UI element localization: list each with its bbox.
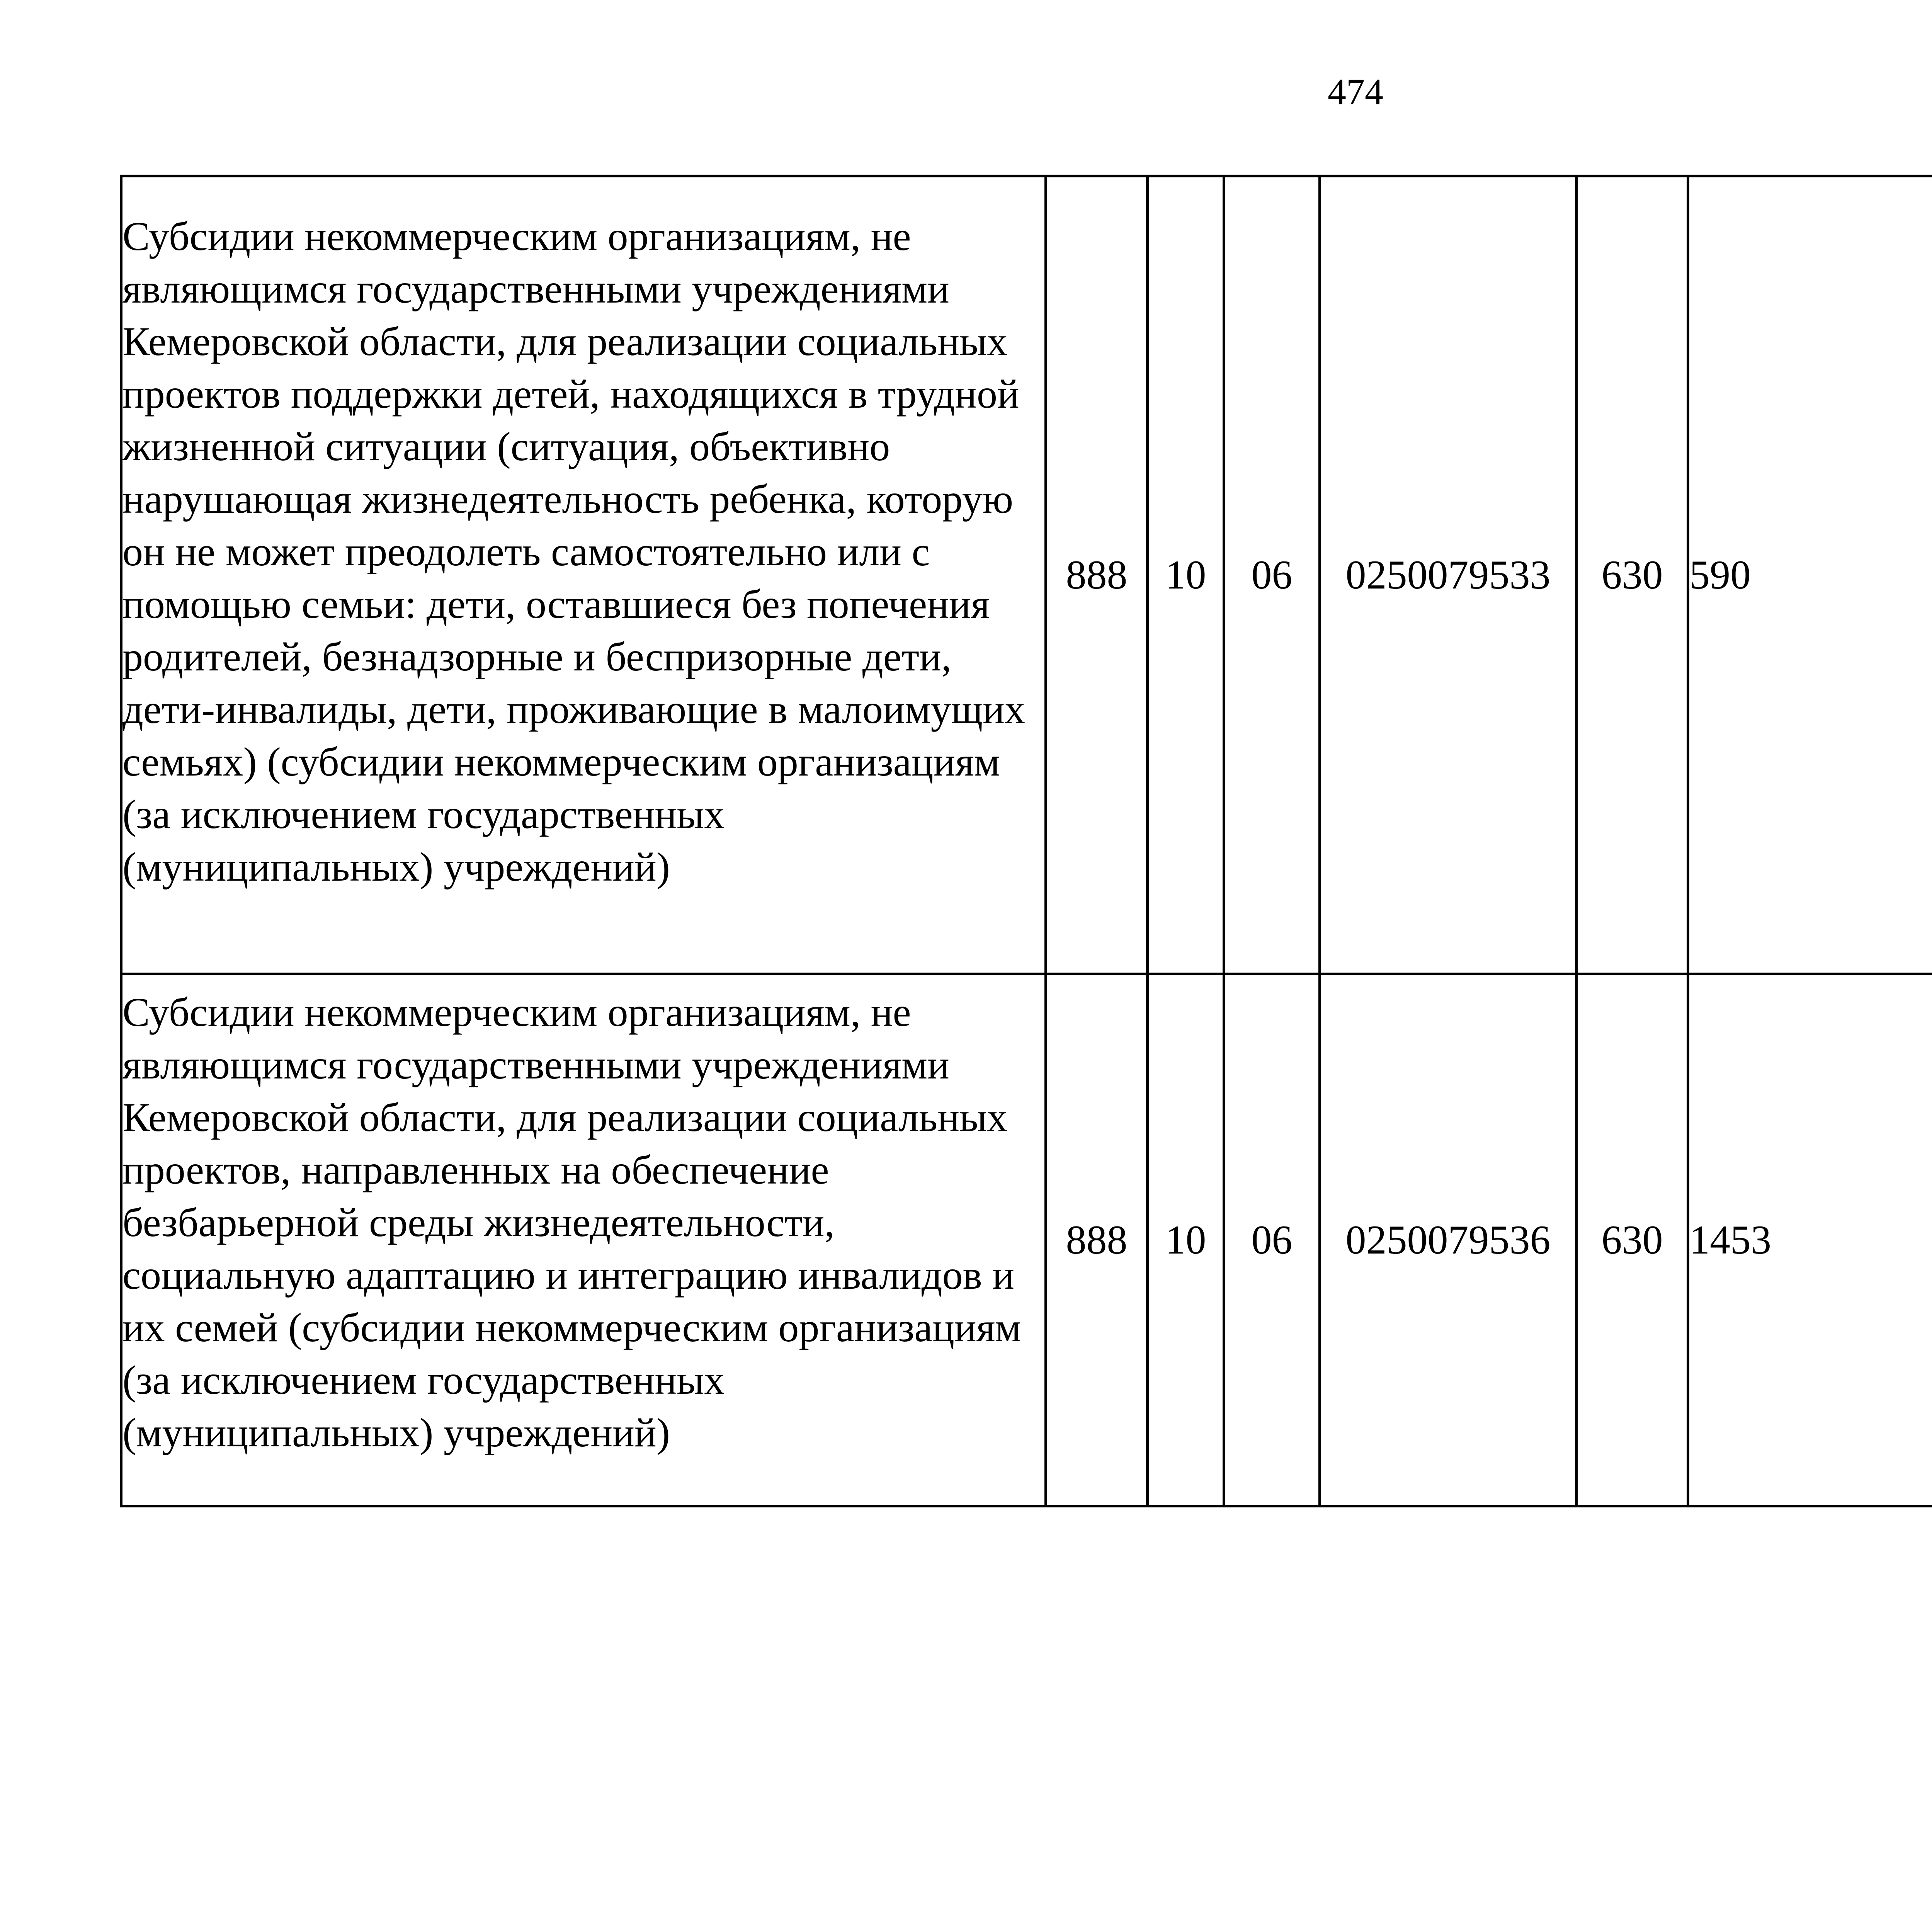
target-article-code: 0250079533	[1320, 176, 1577, 974]
section-code: 10	[1148, 974, 1224, 1506]
expense-type-code: 630	[1577, 974, 1688, 1506]
amount-year-1: 1453	[1688, 974, 1932, 1506]
section-code: 10	[1148, 176, 1224, 974]
ministry-code: 888	[1046, 176, 1148, 974]
subsection-code: 06	[1224, 974, 1320, 1506]
subsection-code: 06	[1224, 176, 1320, 974]
ministry-code: 888	[1046, 974, 1148, 1506]
table-row	[121, 176, 1932, 974]
row-description: Субсидии некоммерческим организациям, не являющимся государственными учреждениями Кемеровской области, для реализации социальных проектов поддержки детей, находящихся в трудной жизненной ситуации (ситуация, объективно нарушающая жизнедеятельность ребенка, которую он не может преодолеть самостоятельно или с помощью семьи: дети, оставшиеся без попечения родителей, безнадзорные и беспризорные дети, дети-инвалиды, дети, проживающие в малоимущих семьях) (субсидии некоммерческим организациям (за исключением государственных (муниципальных) учреждений)	[121, 176, 1046, 974]
row-description: Субсидии некоммерческим организациям, не являющимся государственными учреждениями Кемеровской области, для реализации социальных проектов, направленных на обеспечение безбарьерной среды жизнедеятельности, социальную адаптацию и интеграцию инвалидов и их семей (субсидии некоммерческим организациям (за исключением государственных (муниципальных) учреждений)	[121, 974, 1046, 1506]
budget-table	[120, 175, 1932, 1507]
expense-type-code: 630	[1577, 176, 1688, 974]
amount-year-1: 590	[1688, 176, 1932, 974]
table-row	[121, 974, 1932, 1506]
page-number: 474	[1328, 71, 1383, 112]
target-article-code: 0250079536	[1320, 974, 1577, 1506]
